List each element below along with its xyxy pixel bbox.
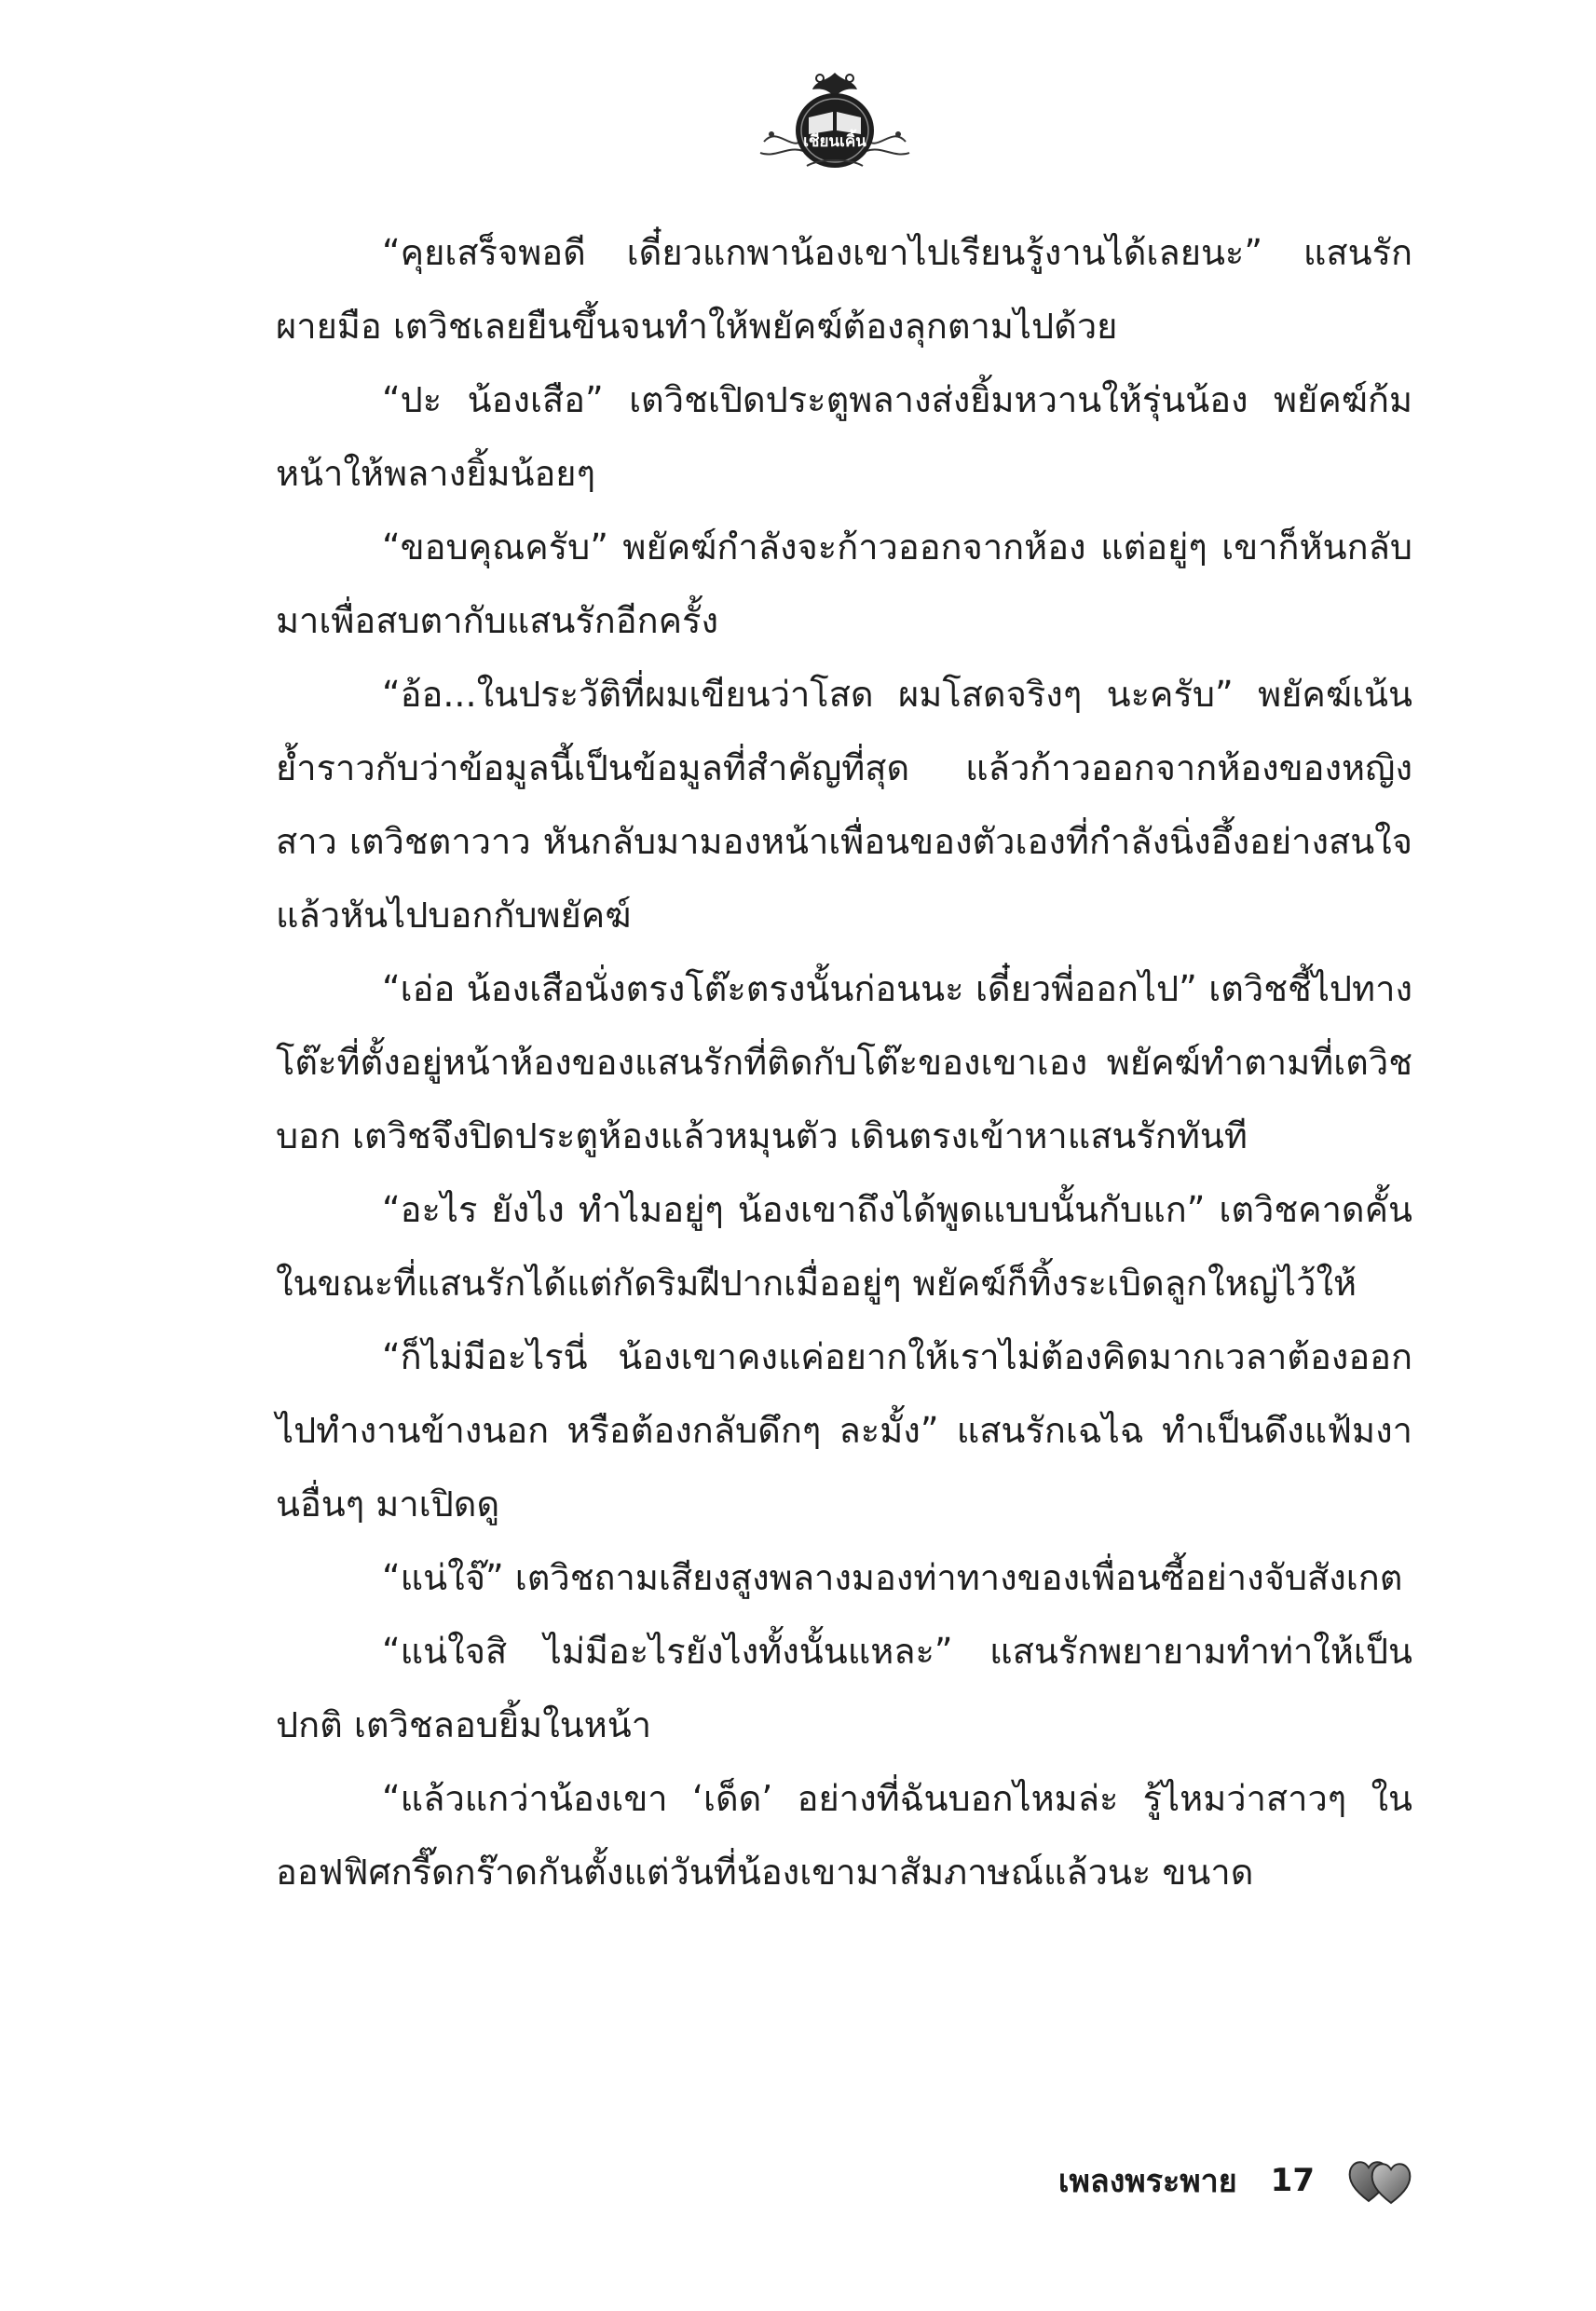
book-title: เพลงพระพาย xyxy=(1057,2163,1237,2200)
paragraph: “แน่ใจ๊” เตวิชถามเสียงสูงพลางมองท่าทางของเพื่อนซี้อย่างจับสังเกต xyxy=(382,1557,1403,1598)
page-number: 17 xyxy=(1270,2162,1315,2199)
paragraph: “เอ่อ น้องเสือนั่งตรงโต๊ะตรงนั้นก่อนนะ เดี๋ยวพี่ออกไป” เตวิชชี้ไปทางโต๊ะที่ตั้งอยู่หน้าห้องของแสนรักที่ติดกับโต๊ะของเขาเอง พยัคฆ์ทำตามที่เตวิชบอก เตวิชจึงปิดประตูห้องแล้วหมุนตัว เดินตรงเข้าหาแสนรักทันที xyxy=(276,968,1412,1156)
paragraph: “แน่ใจสิ ไม่มีอะไรยังไงทั้งนั้นแหละ” แสนรักพยายามทำท่าให้เป็นปกติ เตวิชลอบยิ้มในหน้า xyxy=(276,1631,1412,1745)
paragraph: “แล้วแกว่าน้องเขา ‘เด็ด’ อย่างที่ฉันบอกไหมล่ะ รู้ไหมว่าสาวๆ ในออฟฟิศกรี๊ดกร๊าดกันตั้งแต่วันที่น้องเขามาสัมภาษณ์แล้วนะ ขนาด xyxy=(276,1778,1412,1893)
page-footer xyxy=(1058,2153,1413,2208)
paragraph: “ขอบคุณครับ” พยัคฆ์กำลังจะก้าวออกจากห้อง แต่อยู่ๆ เขาก็หันกลับมาเพื่อสบตากับแสนรักอีกครั้ง xyxy=(276,526,1412,641)
body-text xyxy=(276,216,1412,1909)
paragraph: “อ้อ...ในประวัติที่ผมเขียนว่าโสด ผมโสดจริงๆ นะครับ” พยัคฆ์เน้นย้ำราวกับว่าข้อมูลนี้เป็นข้อมูลที่สำคัญที่สุด แล้วก้าวออกจากห้องของหญิงสาว เตวิชตาวาว หันกลับมามองหน้าเพื่อนของตัวเองที่กำลังนิ่งอึ้งอย่างสนใจ แล้วหันไปบอกกับพยัคฆ์ xyxy=(276,674,1412,936)
ornate-crest-icon xyxy=(751,69,919,173)
emblem-text: เชียนเคิ้น xyxy=(803,132,866,151)
paragraph: “ก็ไม่มีอะไรนี่ น้องเขาคงแค่อยากให้เราไม่ต้องคิดมากเวลาต้องออกไปทำงานข้างนอก หรือต้องกลับดึกๆ ละมั้ง” แสนรักเฉไฉ ทำเป็นดึงแฟ้มงานอื่นๆ มาเปิดดู xyxy=(276,1336,1412,1525)
hearts-icon xyxy=(1346,2154,1413,2207)
header-emblem xyxy=(751,69,919,173)
paragraph: “อะไร ยังไง ทำไมอยู่ๆ น้องเขาถึงได้พูดแบบนั้นกับแก” เตวิชคาดคั้นในขณะที่แสนรักได้แต่กัดริมฝีปากเมื่ออยู่ๆ พยัคฆ์ก็ทิ้งระเบิดลูกใหญ่ไว้ให้ xyxy=(276,1189,1412,1304)
paragraph: “ปะ น้องเสือ” เตวิชเปิดประตูพลางส่งยิ้มหวานให้รุ่นน้อง พยัคฆ์ก้มหน้าให้พลางยิ้มน้อยๆ xyxy=(276,379,1412,494)
paragraph: “คุยเสร็จพอดี เดี๋ยวแกพาน้องเขาไปเรียนรู้งานได้เลยนะ” แสนรักผายมือ เตวิชเลยยืนขึ้นจนทำให้พยัคฆ์ต้องลุกตามไปด้วย xyxy=(276,232,1412,347)
